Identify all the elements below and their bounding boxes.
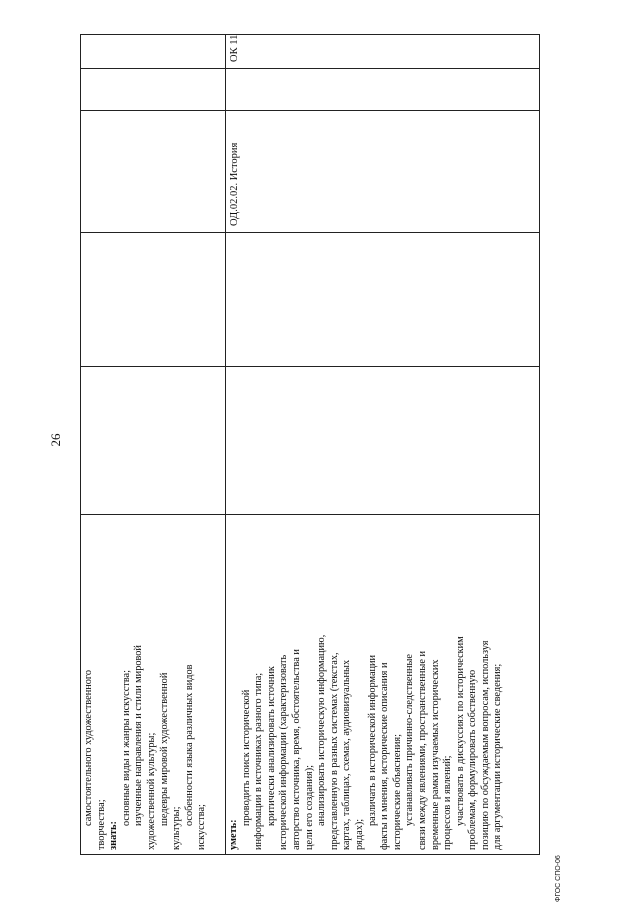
text-line: шедевры мировой художественной [158, 672, 170, 826]
text-line: различать в исторической информации [366, 654, 378, 826]
competence-table [80, 34, 540, 855]
discipline-name: ОД.02.02. История [229, 142, 240, 226]
text-line: творчества; [95, 799, 107, 850]
text-line: рядах); [353, 818, 365, 850]
table-cell-empty [226, 233, 540, 367]
table-cell-competence [81, 35, 226, 69]
table-cell-requirements [81, 515, 226, 855]
text-line: исторические объяснения; [391, 734, 403, 850]
competence-code [81, 35, 87, 68]
text-line: уметь: [228, 819, 239, 850]
text-line: устанавливать причинно-следственные [404, 654, 416, 826]
table-cell-requirements [226, 515, 540, 855]
text-line: авторство источника, время, обстоятельства и [290, 649, 302, 850]
text-line: особенности языка различных видов [183, 664, 195, 826]
text-line: культуры; [171, 806, 183, 850]
text-line: информации в источниках разного типа; [253, 672, 265, 850]
text-line: искусства; [196, 804, 208, 850]
text-line: участвовать в дискуссиях по историческим [454, 636, 466, 826]
text-line: анализировать историческую информацию, [316, 634, 328, 826]
page-number: 26 [48, 433, 63, 447]
text-line: критически анализировать источник [265, 666, 277, 826]
requirements-text [81, 515, 211, 854]
text-line: цели его создания); [303, 764, 315, 850]
table-cell-discipline [81, 111, 226, 233]
text-line: исторической информации (характеризовать [278, 654, 290, 850]
table-row [81, 35, 226, 855]
discipline-name [81, 111, 87, 232]
text-line: позицию по обсуждаемым вопросам, используя [479, 640, 491, 850]
footer-label: ФГОС СПО-06 [555, 855, 562, 902]
table-cell-empty [81, 69, 226, 111]
text-line: изученные направления и стили мировой [133, 645, 145, 826]
text-line: проводить поиск исторической [240, 689, 252, 826]
text-line: знать: [108, 821, 120, 850]
table-cell-empty [81, 233, 226, 367]
text-line: картах, таблицах, схемах, аудиовизуальных [341, 659, 353, 850]
text-line: факты и мнения, исторические описания и [379, 662, 391, 850]
text-line: самостоятельного художественного [83, 670, 94, 826]
text-line: художественной культуры; [145, 732, 157, 850]
table-cell-competence [226, 35, 540, 69]
text-line: для аргументации исторические сведения; [492, 663, 504, 850]
rotated-landscape-content [80, 35, 540, 855]
table-cell-empty [226, 367, 540, 515]
text-line: процессов и явлений; [442, 755, 454, 850]
table-row [226, 35, 540, 855]
text-line: связи между явлениями, пространственные и [416, 651, 428, 850]
table-cell-empty [226, 69, 540, 111]
requirements-text [226, 515, 507, 854]
competence-code: ОК 11 [229, 34, 240, 62]
text-line: основные виды и жанры искусства; [120, 670, 132, 826]
text-line: проблемам, формулировать собственную [467, 669, 479, 850]
text-line: представленную в разных системах (текстах, [328, 652, 340, 850]
text-line: временные рамки изучаемых исторических [429, 659, 441, 850]
table-cell-discipline [226, 111, 540, 233]
table-cell-empty [81, 367, 226, 515]
